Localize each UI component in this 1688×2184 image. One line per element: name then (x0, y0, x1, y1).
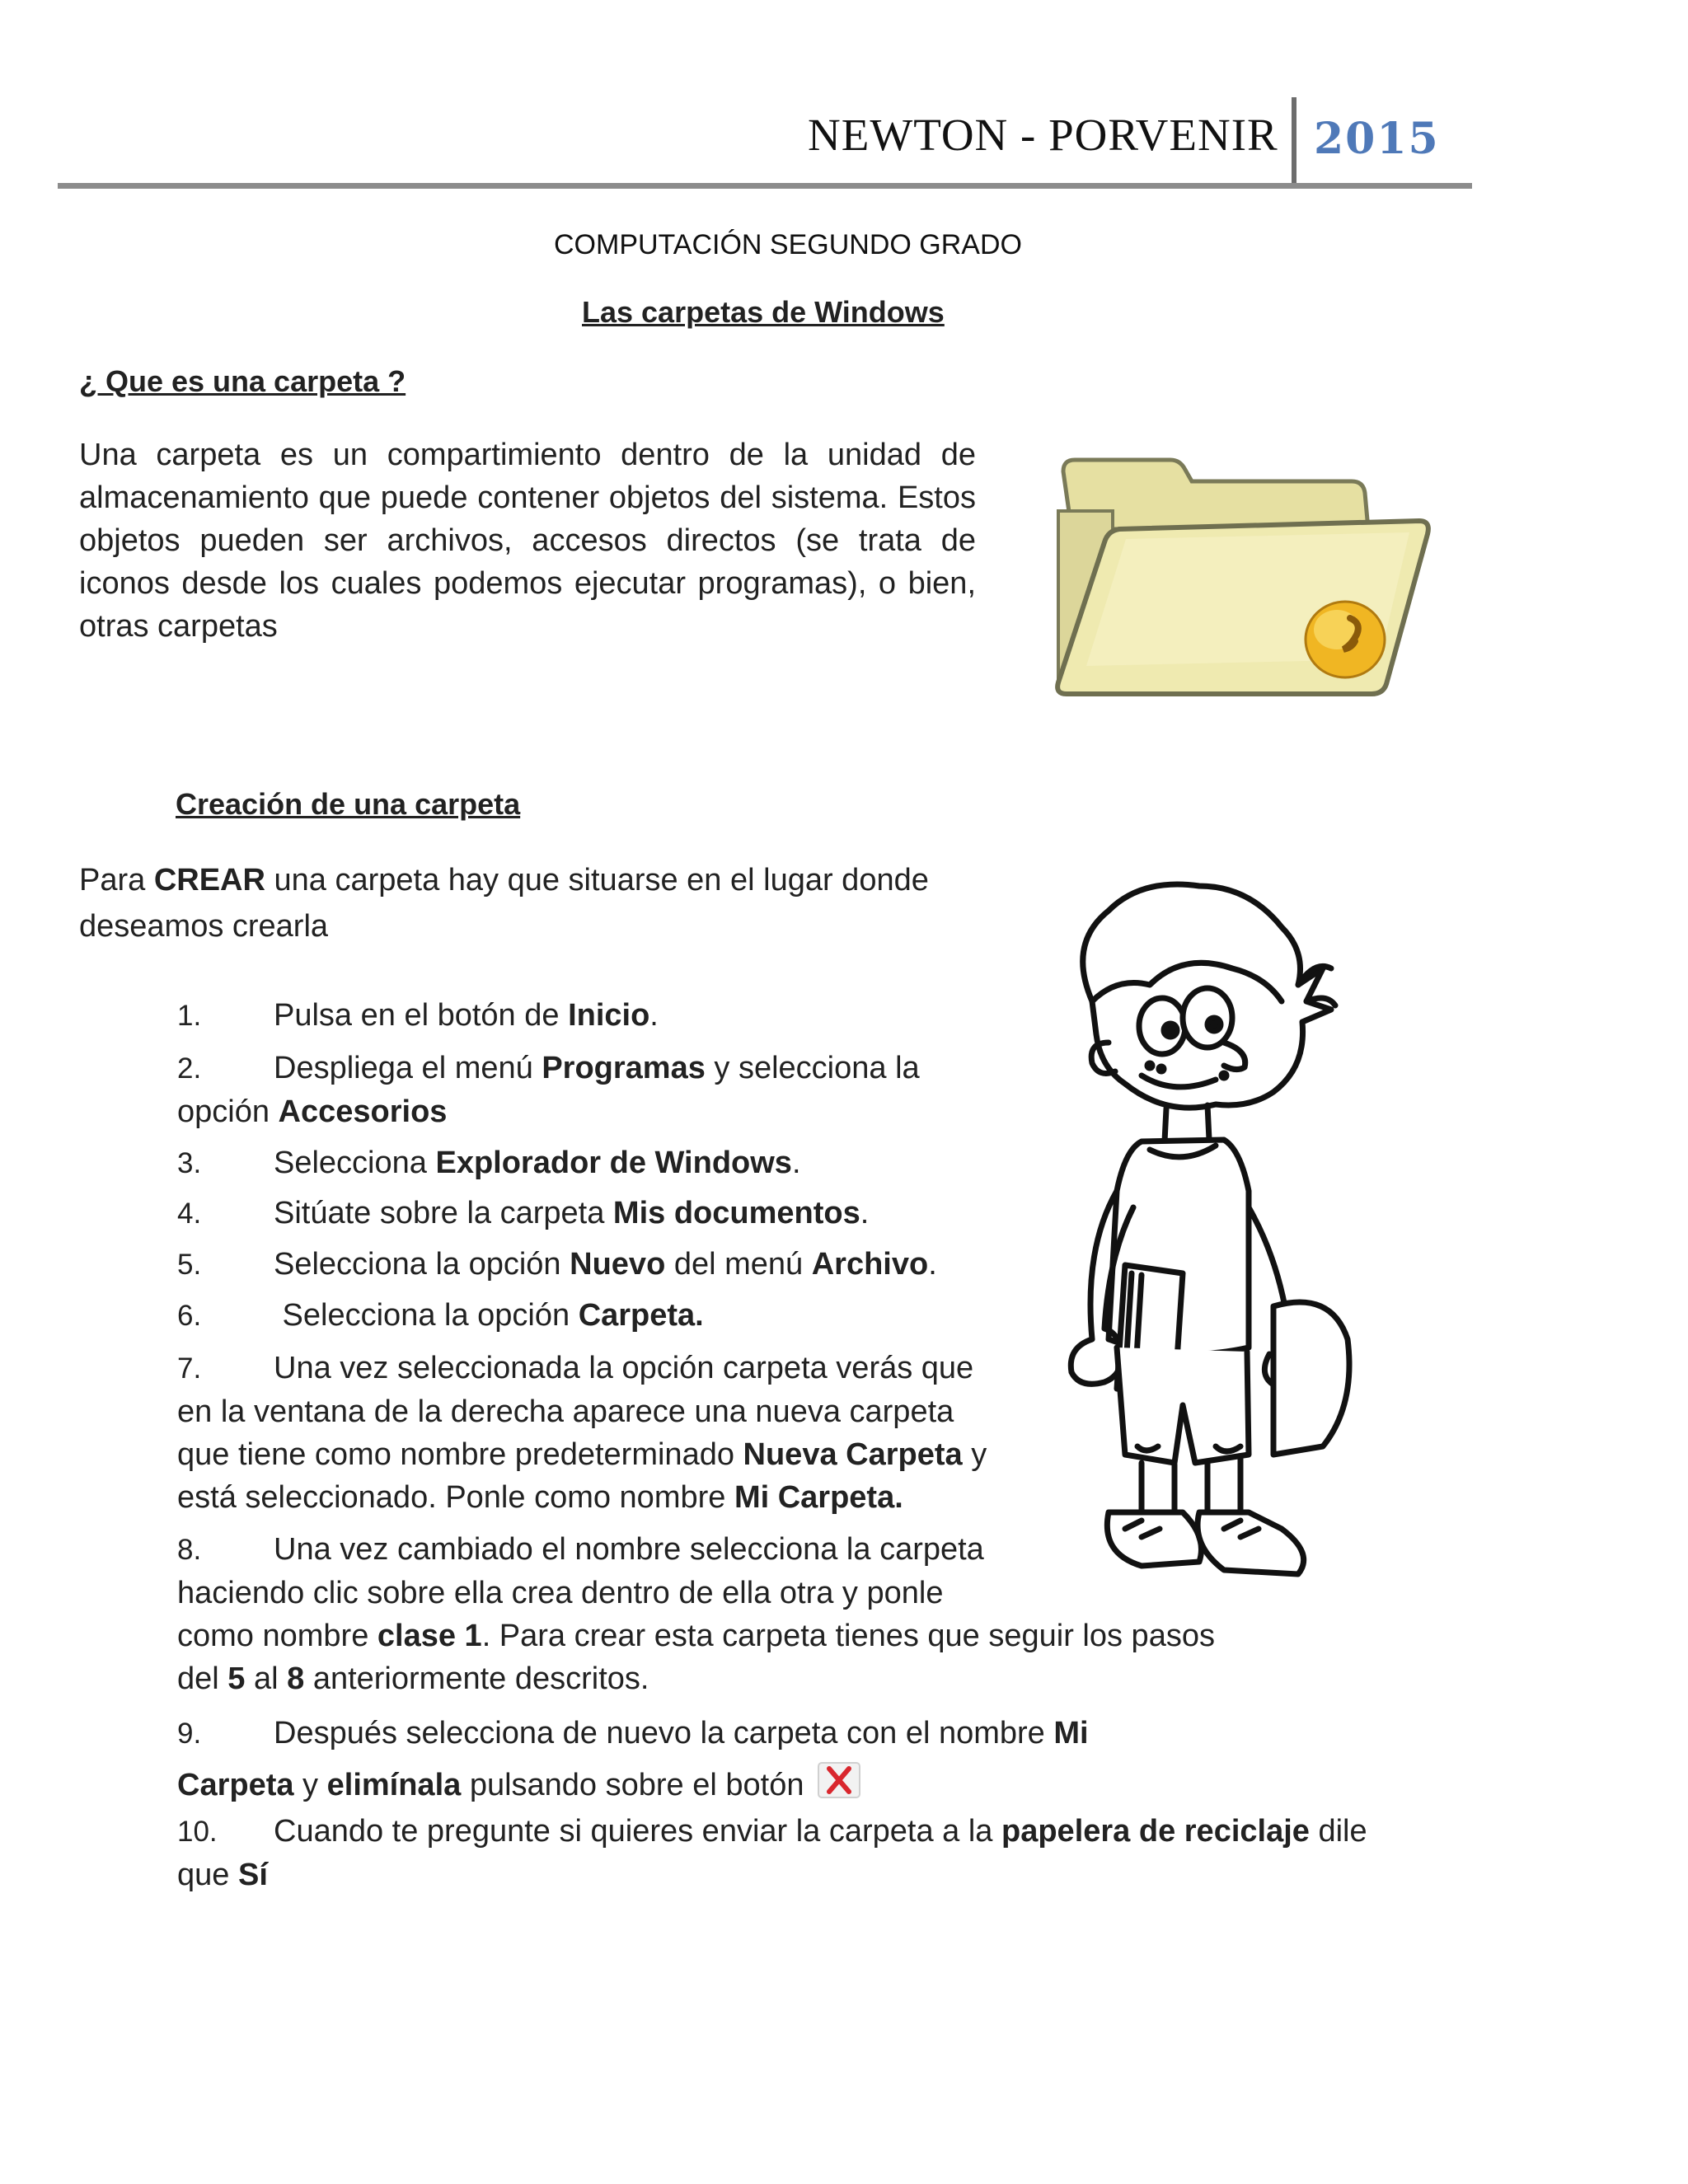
step-text: opción (177, 1094, 279, 1129)
step-text: . (860, 1196, 870, 1230)
step-number: 3. (177, 1147, 202, 1179)
header-divider (1292, 97, 1296, 185)
create-intro-prefix: Para (79, 863, 154, 898)
step-number: 7. (177, 1352, 202, 1385)
subject-line: COMPUTACIÓN SEGUNDO GRADO (554, 229, 1022, 260)
step-text: Una vez seleccionada la opción carpeta verás que (274, 1351, 974, 1385)
step-number: 8. (177, 1534, 202, 1566)
step-number: 9. (177, 1718, 202, 1750)
step-text: en la ventana de la derecha aparece una nueva carpeta (177, 1394, 954, 1429)
step-text: Despliega el menú (274, 1051, 542, 1085)
step-bold: Inicio (568, 998, 650, 1033)
create-intro-bold: CREAR (153, 863, 265, 898)
step-7 (177, 1347, 987, 1519)
intro-paragraph: Una carpeta es un compartimiento dentro de la unidad de almacenamiento que puede contener objetos del sistema. Estos objetos pueden ser archivos, accesos directos (se trata de iconos desde los cuales podemos ejecutar programas), o bien, otras carpetas (79, 438, 976, 644)
step-1 (177, 994, 659, 1038)
step-text: y selecciona la (705, 1051, 920, 1085)
step-text: . (649, 998, 659, 1033)
step-text: está seleccionado. Ponle como nombre (177, 1480, 734, 1515)
header-title: NEWTON - PORVENIR (808, 110, 1278, 160)
header-year: 2015 (1314, 114, 1440, 164)
step-number: 10. (177, 1816, 218, 1848)
section-heading-create: Creación de una carpeta (176, 787, 521, 821)
create-intro-suffix: una carpeta hay que situarse en el lugar donde deseamos crearla (79, 863, 929, 944)
step-text: Después selecciona de nuevo la carpeta con el nombre (274, 1716, 1054, 1750)
step-bold: Programas (542, 1051, 706, 1085)
step-number: 2. (177, 1052, 202, 1085)
step-text: . Para crear esta carpeta tienes que seguir los pasos (481, 1619, 1215, 1653)
step-8 (177, 1528, 1215, 1700)
step-2 (177, 1047, 920, 1133)
step-bold: Explorador de Windows (435, 1146, 792, 1180)
step-text: y (293, 1768, 327, 1802)
step-bold: Accesorios (278, 1094, 448, 1129)
step-text: del (177, 1661, 228, 1696)
step-text: Selecciona la opción (274, 1298, 579, 1333)
step-bold: Sí (237, 1858, 268, 1892)
step-bold: Nuevo (570, 1247, 666, 1282)
step-text: Pulsa en el botón de (274, 998, 569, 1033)
step-number: 6. (177, 1300, 202, 1332)
step-text: Una vez cambiado el nombre selecciona la carpeta (274, 1532, 984, 1567)
step-text: del menú (665, 1247, 812, 1282)
step-bold: Nueva Carpeta (743, 1437, 963, 1472)
step-text: haciendo clic sobre ella crea dentro de ella otra y ponle (177, 1576, 944, 1610)
step-bold: papelera de reciclaje (1001, 1814, 1310, 1849)
step-6 (177, 1294, 704, 1338)
step-text: Selecciona la opción (274, 1247, 570, 1282)
step-text: que tiene como nombre predeterminado (177, 1437, 743, 1472)
step-text: anteriormente descritos. (304, 1661, 649, 1696)
question-heading: ¿ Que es una carpeta ? (79, 364, 406, 398)
step-text: que (177, 1858, 238, 1892)
step-bold: clase 1 (377, 1619, 482, 1653)
step-text: al (245, 1661, 288, 1696)
step-bold: 5 (227, 1661, 246, 1696)
step-bold: Mis documentos (612, 1196, 860, 1230)
step-text: . (791, 1146, 801, 1180)
create-intro-paragraph (79, 857, 1019, 949)
step-bold: elimínala (326, 1768, 462, 1802)
step-text: . (928, 1247, 937, 1282)
step-9 (177, 1708, 1089, 1811)
step-text: como nombre (177, 1619, 377, 1653)
page-title: Las carpetas de Windows (582, 295, 945, 329)
step-number: 4. (177, 1197, 202, 1230)
step-5 (177, 1243, 937, 1286)
step-bold: Mi (1053, 1716, 1089, 1750)
step-4 (177, 1192, 869, 1235)
folder-icon (1047, 453, 1434, 701)
step-text: dile (1309, 1814, 1367, 1849)
step-text: y (962, 1437, 987, 1472)
step-10 (177, 1810, 1367, 1896)
step-3 (177, 1141, 801, 1185)
step-bold: Carpeta. (578, 1298, 704, 1333)
step-number: 5. (177, 1249, 202, 1281)
step-bold: 8 (287, 1661, 305, 1696)
step-bold: Mi Carpeta. (734, 1480, 903, 1515)
close-icon (818, 1762, 860, 1798)
step-text: Cuando te pregunte si quieres enviar la carpeta a la (274, 1814, 1001, 1849)
step-bold: Carpeta (177, 1768, 294, 1802)
step-text: Selecciona (274, 1146, 436, 1180)
header-rule (58, 183, 1472, 189)
step-text: pulsando sobre el botón (461, 1768, 804, 1802)
step-text: Sitúate sobre la carpeta (274, 1196, 613, 1230)
boy-illustration (1059, 878, 1356, 1586)
step-bold: Archivo (811, 1247, 929, 1282)
step-number: 1. (177, 1000, 202, 1032)
